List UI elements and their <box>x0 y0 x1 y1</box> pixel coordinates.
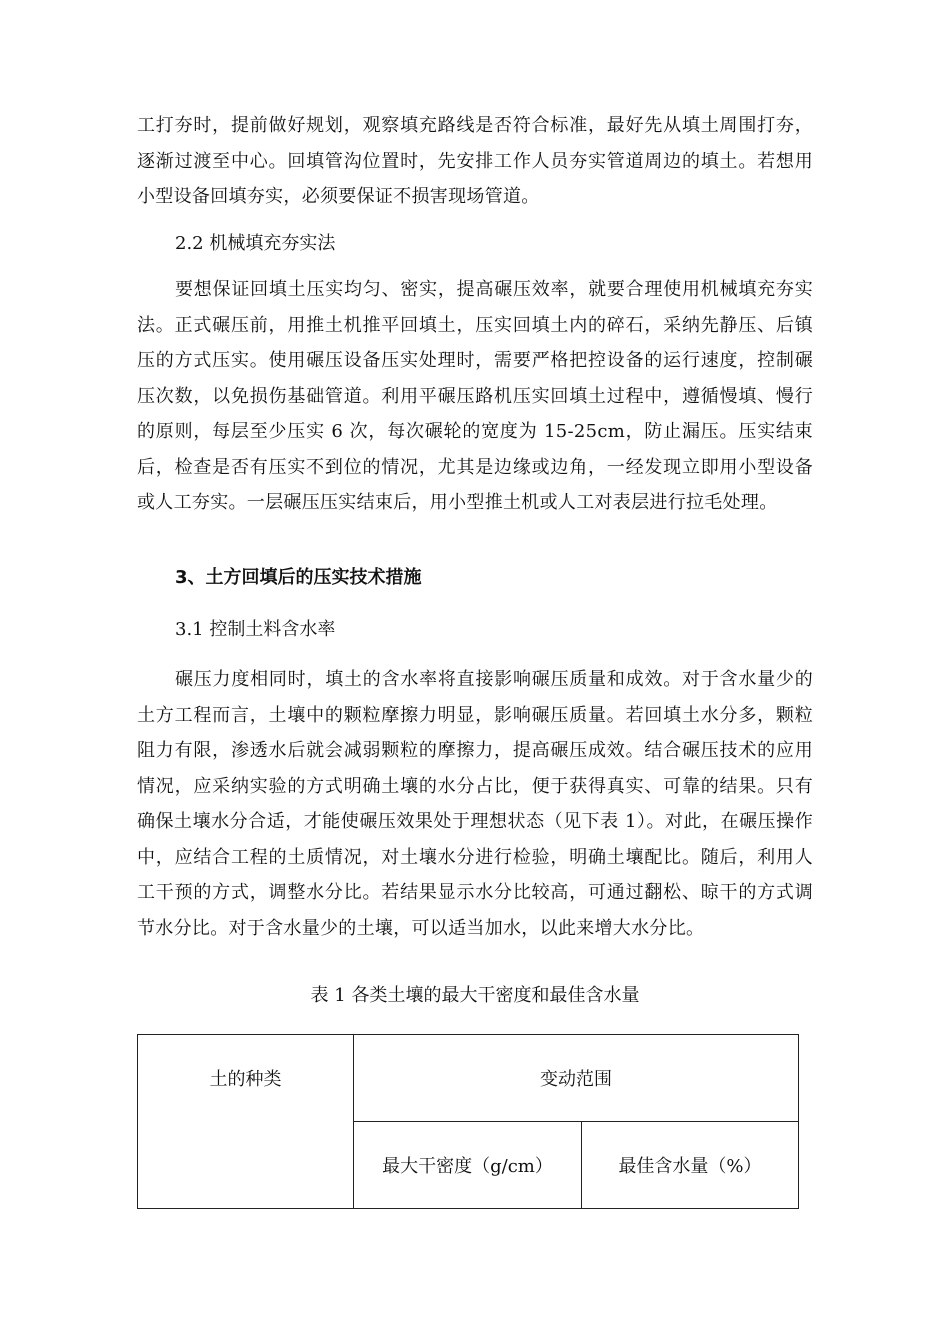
section-heading-2-2: 2.2 机械填充夯实法 <box>175 233 336 254</box>
section-heading-3-1: 3.1 控制土料含水率 <box>175 619 336 640</box>
header-optimum-moisture: 最佳含水量（%） <box>582 1122 799 1209</box>
header-soil-type: 土的种类 <box>138 1035 354 1209</box>
paragraph-mechanical-compaction: 要想保证回填土压实均匀、密实，提高碾压效率，就要合理使用机械填充夯实法。正式碾压前，用推土机推平回填土，压实回填土内的碎石，采纳先静压、后镇压的方式压实。使用碾压设备压实处理时，需要严格把控设备的运行速度，控制碾压次数，以免损伤基础管道。利用平碾压路机压实回填土过程中，遵循慢填、慢行的原则，每层至少压实 6 次，每次碾轮的宽度为 15-25cm，防止漏压。压实结束后，检查是否有压实不到位的情况，尤其是边缘或边角，一经发现立即用小型设备或人工夯实。一层碾压压实结束后，用小型推土机或人工对表层进行拉毛处理。 <box>137 279 813 513</box>
table-caption: 表 1 各类土壤的最大干密度和最佳含水量 <box>310 985 640 1006</box>
paragraph-manual-tamping-end: 工打夯时，提前做好规划，观察填充路线是否符合标准，最好先从填土周围打夯，逐渐过渡至中心。回填管沟位置时，先安排工作人员夯实管道周边的填土。若想用小型设备回填夯实，必须要保证不损害现场管道。 <box>137 115 813 207</box>
section-heading-3: 3、土方回填后的压实技术措施 <box>175 567 422 588</box>
header-max-dry-density: 最大干密度（g/cm） <box>354 1122 582 1209</box>
soil-density-table <box>137 1034 799 1209</box>
header-variation-range: 变动范围 <box>354 1035 799 1122</box>
paragraph-moisture-control: 碾压力度相同时，填土的含水率将直接影响碾压质量和成效。对于含水量少的土方工程而言，土壤中的颗粒摩擦力明显，影响碾压质量。若回填土水分多，颗粒阻力有限，渗透水后就会减弱颗粒的摩擦力，提高碾压成效。结合碾压技术的应用情况，应采纳实验的方式明确土壤的水分占比，便于获得真实、可靠的结果。只有确保土壤水分合适，才能使碾压效果处于理想状态（见下表 1）。对此，在碾压操作中，应结合工程的土质情况，对土壤水分进行检验，明确土壤配比。随后，利用人工干预的方式，调整水分比。若结果显示水分比较高，可通过翻松、晾干的方式调节水分比。对于含水量少的土壤，可以适当加水，以此来增大水分比。 <box>137 669 813 939</box>
